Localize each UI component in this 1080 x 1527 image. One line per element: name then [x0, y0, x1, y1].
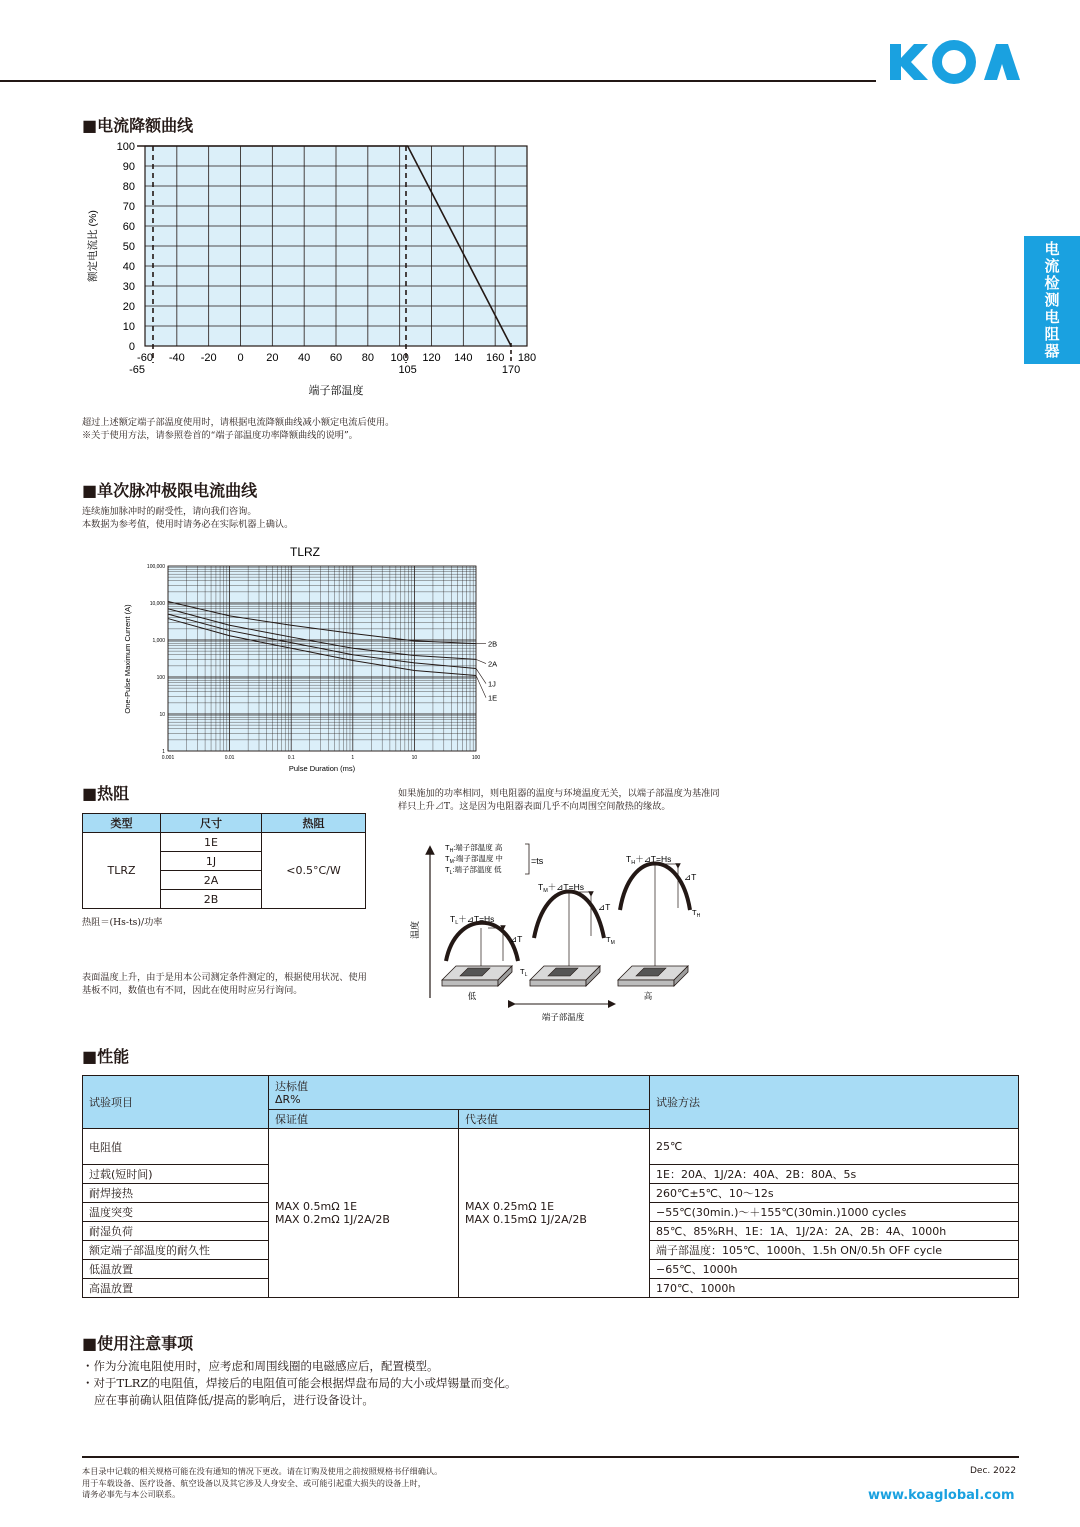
thermal-right-note: 如果施加的功率相同，则电阻器的温度与环境温度无关，以端子部温度为基准同样只上升⊿T。这是因为电阻器表面几乎不向周围空间散热的缘故。 [398, 788, 720, 812]
thermal-header-value: 热阻 [262, 814, 366, 833]
thermal-size: 2A [161, 871, 262, 890]
x-tick-label: 1 [351, 755, 355, 761]
y-tick-label: 80 [122, 181, 135, 193]
svg-text:=ts: =ts [531, 856, 544, 866]
x-tick-label: 160 [485, 352, 505, 364]
svg-text:高: 高 [643, 991, 653, 1001]
x-tick-label: 100 [471, 755, 481, 761]
x-tick-label: 0.01 [224, 755, 235, 761]
thermal-note: 表面温度上升，由于是用本公司测定条件测定的，根据使用状况、使用基板不同，数值也有不同，因此在使用时应另行询问。 [82, 972, 367, 996]
notes-title: ■使用注意事项 [82, 1334, 194, 1353]
series-leader [476, 659, 486, 663]
series-leader [476, 668, 486, 683]
svg-text:TL:端子部温度 低: $T_L$:端子部温度 低 [445, 865, 502, 876]
x-tick-label: 40 [298, 352, 311, 364]
svg-text:⊿T: ⊿T [684, 872, 697, 882]
svg-text:端子部温度: 端子部温度 [541, 1012, 585, 1022]
y-tick-label: 50 [122, 241, 135, 253]
y-tick-label: 100 [116, 141, 135, 153]
svg-text:⊿T: ⊿T [510, 934, 523, 944]
derating-xlabel: 端子部温度 [308, 385, 364, 397]
svg-text:⊿T: ⊿T [598, 902, 611, 912]
note-bullet: ・对于TLRZ的电阻值，焊接后的电阻值可能会根据焊盘布局的大小或焊锡量而变化。 [82, 1376, 517, 1390]
perf-method: 260℃±5℃、10〜12s [650, 1184, 1019, 1203]
derating-chart [82, 138, 552, 403]
y-tick-label: 20 [122, 301, 135, 313]
x-tick-label: -20 [200, 352, 217, 364]
perf-method: 1E：20A、1J/2A：40A、2B：80A、5s [650, 1165, 1019, 1184]
y-tick-label: 10 [122, 321, 135, 333]
y-tick-label: 1 [162, 749, 165, 755]
x-tick-label: 0.1 [287, 755, 295, 761]
temperature-diagram [408, 838, 728, 1028]
resistor-chip-icon [442, 966, 512, 986]
svg-text:TL＋⊿T=Hs: $T_L+⊿T=Hs$ [450, 914, 495, 926]
svg-text:低: 低 [467, 991, 477, 1001]
perf-header-guarantee: 保证值 [269, 1110, 459, 1129]
y-tick-label: 30 [122, 281, 135, 293]
y-tick-label: 100 [156, 675, 165, 681]
notes-list [82, 1358, 516, 1409]
svg-text:TH: $T_H$ [692, 908, 701, 919]
footer-date: Dec. 2022 [970, 1466, 1017, 1476]
footer-url-link[interactable]: www.koaglobal.com [868, 1488, 1015, 1503]
perf-method: −65℃、1000h [650, 1260, 1019, 1279]
series-label: 2A [488, 659, 498, 669]
resistor-chip-icon [530, 966, 600, 986]
x-tick-label: 20 [266, 352, 279, 364]
perf-typical: MAX 0.25mΩ 1E MAX 0.15mΩ 1J/2A/2B [459, 1129, 650, 1298]
perf-item: 额定端子部温度的耐久性 [83, 1241, 269, 1260]
category-side-tab[interactable]: 电流检测电阻器 [1024, 236, 1080, 364]
svg-text:TM:端子部温度 中: $T_M$:端子部温度 中 [445, 854, 503, 865]
pulse-ylabel: One-Pulse Maximum Current (A) [123, 604, 132, 714]
thermal-type: TLRZ [83, 833, 161, 909]
x-tick-label: 60 [329, 352, 343, 364]
perf-method: −55℃(30min.)〜＋155℃(30min.)1000 cycles [650, 1203, 1019, 1222]
perf-header-target: 达标值 ΔR% [269, 1076, 650, 1110]
x-tick-label: -40 [168, 352, 185, 364]
x-tick-label: 80 [361, 352, 374, 364]
derating-ylabel: 额定电流比 (%) [87, 210, 99, 282]
perf-header-method: 试验方法 [650, 1076, 1019, 1129]
y-tick-label: 90 [122, 161, 135, 173]
perf-item: 低温放置 [83, 1260, 269, 1279]
thermal-value: <0.5°C/W [262, 833, 366, 909]
y-tick-label: 60 [122, 221, 135, 233]
performance-title: ■性能 [82, 1047, 130, 1066]
perf-item: 高温放置 [83, 1279, 269, 1298]
thermal-size: 1J [161, 852, 262, 871]
svg-text:TH:端子部温度 高: $T_H$:端子部温度 高 [445, 843, 503, 854]
perf-guarantee: MAX 0.5mΩ 1E MAX 0.2mΩ 1J/2A/2B [269, 1129, 459, 1298]
svg-text:TM＋⊿T=Hs: $T_M+⊿T=Hs$ [538, 882, 584, 894]
marker-label: 105 [398, 364, 417, 376]
y-tick-label: 0 [128, 341, 135, 353]
perf-item: 耐湿负荷 [83, 1222, 269, 1241]
pulse-note-1: 连续施加脉冲时的耐受性，请向我们咨询。 [82, 506, 257, 517]
note-bullet: ・作为分流电阻使用时，应考虑和周围线圈的电磁感应后，配置模型。 [82, 1359, 439, 1373]
perf-item: 温度突变 [83, 1203, 269, 1222]
svg-text:TH＋⊿T=Hs: $T_H+⊿T=Hs$ [626, 854, 672, 866]
svg-text:TL: $T_L$ [520, 967, 528, 978]
perf-header-typical: 代表值 [459, 1110, 650, 1129]
thermal-title: ■热阻 [82, 784, 130, 803]
perf-header-item: 试验项目 [83, 1076, 269, 1129]
thermal-header-type: 类型 [83, 814, 161, 833]
x-tick-label: 10 [411, 755, 418, 761]
performance-table [82, 1075, 1019, 1298]
pulse-chart [118, 542, 538, 777]
y-tick-label: 70 [122, 201, 135, 213]
footer-rule [82, 1456, 1019, 1458]
derating-note-2: ※关于使用方法，请参照卷首的“端子部温度功率降额曲线的说明”。 [82, 430, 358, 441]
thermal-formula: 热阻＝(Hs-ts)/功率 [82, 917, 163, 928]
perf-item: 耐焊接热 [83, 1184, 269, 1203]
pulse-note-2: 本数据为参考值，使用时请务必在实际机器上确认。 [82, 519, 294, 530]
derating-note-1: 超过上述额定端子部温度使用时，请根据电流降额曲线减小额定电流后使用。 [82, 417, 395, 428]
footer-disclaimer: 本目录中记载的相关规格可能在没有通知的情况下更改。请在订购及使用之前按照规格书仔细确认。 用于车载设备、医疗设备、航空设备以及其它涉及人身安全、或可能引起重大损失的设备上时， 请务必事先与本公司联系。 [82, 1466, 443, 1499]
perf-method: 170℃、1000h [650, 1279, 1019, 1298]
thermal-size: 1E [161, 833, 262, 852]
y-tick-label: 10,000 [149, 601, 165, 607]
series-label: 2B [488, 639, 498, 649]
x-tick-label: 140 [454, 352, 473, 364]
series-leader [476, 675, 486, 697]
x-tick-label: 100 [390, 352, 409, 364]
y-tick-label: 1,000 [152, 638, 165, 644]
derating-title: ■电流降额曲线 [82, 116, 194, 135]
pulse-xlabel: Pulse Duration (ms) [288, 764, 356, 773]
header-rule [0, 80, 876, 82]
perf-method: 端子部温度：105℃、1000h、1.5h ON/0.5h OFF cycle [650, 1241, 1019, 1260]
x-tick-label: 0 [237, 352, 244, 364]
marker-label: 170 [501, 364, 521, 376]
thermal-table [82, 813, 366, 909]
x-tick-label: 0.001 [161, 755, 175, 761]
perf-item: 电阻值 [83, 1129, 269, 1165]
series-label: 1J [488, 679, 496, 689]
pulse-chart-title: TLRZ [290, 545, 320, 559]
perf-method: 85℃、85%RH、1E：1A、1J/2A：2A、2B：4A、1000h [650, 1222, 1019, 1241]
y-tick-label: 10 [159, 712, 165, 718]
perf-method: 25℃ [650, 1129, 1019, 1165]
thermal-size: 2B [161, 890, 262, 909]
pulse-title: ■单次脉冲极限电流曲线 [82, 481, 258, 500]
thermal-header-size: 尺寸 [161, 814, 262, 833]
perf-item: 过载(短时间) [83, 1165, 269, 1184]
x-tick-label: -60 [137, 352, 153, 364]
svg-text:温度: 温度 [410, 920, 420, 940]
y-tick-label: 100,000 [146, 564, 165, 570]
series-label: 1E [488, 693, 498, 703]
svg-text:TM: $T_M$ [606, 935, 615, 946]
x-tick-label: 120 [422, 352, 441, 364]
y-tick-label: 40 [122, 261, 135, 273]
note-bullet-cont: 应在事前确认阻值降低/提高的影响后，进行设备设计。 [94, 1393, 374, 1407]
x-tick-label: 180 [517, 352, 537, 364]
marker-label: -65 [129, 364, 145, 376]
koa-logo [884, 40, 1020, 84]
resistor-chip-icon [618, 966, 688, 986]
